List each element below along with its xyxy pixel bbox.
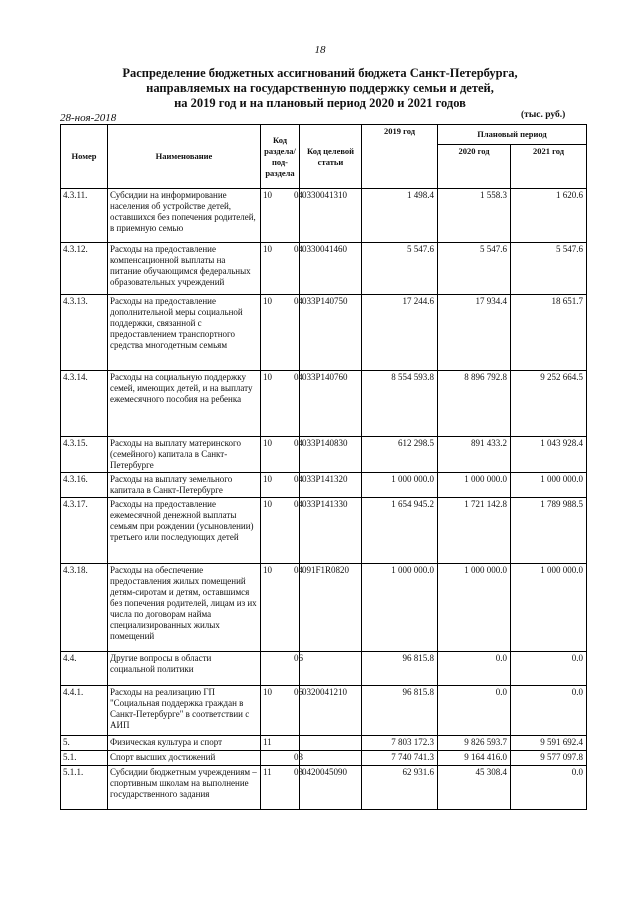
value-2021: 0.0 bbox=[511, 766, 587, 810]
subsection-code: 04 bbox=[294, 474, 303, 484]
table-row bbox=[61, 437, 587, 473]
subsection-code: 04 bbox=[294, 190, 303, 200]
value-2020: 45 308.4 bbox=[438, 766, 511, 810]
article-code: 0320041210 bbox=[300, 686, 362, 736]
row-name: Расходы на реализацию ГП "Социальная поддержка граждан в Санкт-Петербурге" в соответствии с АИП bbox=[108, 686, 261, 736]
section-code: 10 bbox=[263, 499, 272, 509]
value-2021: 9 252 664.5 bbox=[511, 371, 587, 437]
row-name: Другие вопросы в области социальной политики bbox=[108, 652, 261, 686]
section-code: 10 bbox=[263, 687, 272, 697]
article-code: 033P140750 bbox=[300, 295, 362, 371]
row-name: Субсидии на информирование населения об устройстве детей, оставшихся без попечения родителей, в приемную семью bbox=[108, 189, 261, 243]
value-2019: 612 298.5 bbox=[362, 437, 438, 473]
value-2019: 1 000 000.0 bbox=[362, 564, 438, 652]
section-code-cell bbox=[261, 295, 303, 371]
value-2019: 5 547.6 bbox=[362, 243, 438, 295]
section-code-cell bbox=[261, 371, 303, 437]
section-code: 10 bbox=[263, 190, 272, 200]
header-section-code: Код раздела/ под- раздела bbox=[261, 125, 300, 189]
subsection-code: 04 bbox=[294, 438, 303, 448]
subsection-code: 04 bbox=[294, 499, 303, 509]
article-code bbox=[300, 652, 362, 686]
subsection-code: 04 bbox=[294, 244, 303, 254]
section-code-cell bbox=[261, 751, 303, 766]
value-2020: 9 164 416.0 bbox=[438, 751, 511, 766]
section-code-cell bbox=[261, 243, 303, 295]
table-row bbox=[61, 736, 587, 751]
header-planned-period: Плановый период bbox=[438, 125, 587, 145]
row-number: 4.3.17. bbox=[61, 498, 108, 564]
value-2019: 8 554 593.8 bbox=[362, 371, 438, 437]
row-name: Расходы на выплату материнского (семейного) капитала в Санкт-Петербурге bbox=[108, 437, 261, 473]
section-code-cell bbox=[261, 686, 303, 736]
value-2020: 9 826 593.7 bbox=[438, 736, 511, 751]
article-code: 033P141320 bbox=[300, 473, 362, 498]
value-2021: 0.0 bbox=[511, 652, 587, 686]
row-number: 4.3.13. bbox=[61, 295, 108, 371]
value-2019: 17 244.6 bbox=[362, 295, 438, 371]
header-article-code: Код целевой статьи bbox=[300, 125, 362, 189]
table-body bbox=[61, 189, 587, 810]
row-number: 5.1. bbox=[61, 751, 108, 766]
article-code bbox=[300, 751, 362, 766]
row-number: 4.4.1. bbox=[61, 686, 108, 736]
table-row bbox=[61, 564, 587, 652]
title-line: Распределение бюджетных ассигнований бюджета Санкт-Петербурга, bbox=[122, 66, 518, 80]
subsection-code: 04 bbox=[294, 296, 303, 306]
table-row bbox=[61, 243, 587, 295]
header-2021: 2021 год bbox=[511, 145, 587, 189]
row-number: 4.3.15. bbox=[61, 437, 108, 473]
table-row bbox=[61, 189, 587, 243]
row-name: Расходы на предоставление ежемесячной денежной выплаты семьям при рождении (усыновлении) третьего или последующих детей bbox=[108, 498, 261, 564]
row-name: Расходы на обеспечение предоставления жилых помещений детям-сиротам и детям, оставшимся без попечения родителей, лицам из их числа по договорам найма специализированных жилых помещений bbox=[108, 564, 261, 652]
article-code: 091F1R0820 bbox=[300, 564, 362, 652]
header-number: Номер bbox=[61, 125, 108, 189]
value-2019: 62 931.6 bbox=[362, 766, 438, 810]
article-code: 033P140830 bbox=[300, 437, 362, 473]
table-row bbox=[61, 686, 587, 736]
section-code-cell bbox=[261, 766, 303, 810]
row-name: Расходы на выплату земельного капитала в Санкт-Петербурге bbox=[108, 473, 261, 498]
table-row bbox=[61, 371, 587, 437]
subsection-code: 04 bbox=[294, 372, 303, 382]
title-line: направляемых на государственную поддержку семьи и детей, bbox=[146, 81, 494, 95]
value-2021: 1 620.6 bbox=[511, 189, 587, 243]
value-2020: 0.0 bbox=[438, 652, 511, 686]
table-row bbox=[61, 498, 587, 564]
section-code-cell bbox=[261, 189, 303, 243]
article-code: 0330041310 bbox=[300, 189, 362, 243]
value-2020: 1 721 142.8 bbox=[438, 498, 511, 564]
value-2021: 9 591 692.4 bbox=[511, 736, 587, 751]
table-row bbox=[61, 652, 587, 686]
section-code: 10 bbox=[263, 474, 272, 484]
page-number: 18 bbox=[314, 44, 326, 56]
section-code-cell bbox=[261, 736, 300, 751]
subsection-code: 04 bbox=[294, 565, 303, 575]
header-2019: 2019 год bbox=[362, 125, 438, 189]
section-code: 11 bbox=[263, 737, 272, 747]
row-number: 4.3.18. bbox=[61, 564, 108, 652]
article-code: 033P141330 bbox=[300, 498, 362, 564]
value-2020: 17 934.4 bbox=[438, 295, 511, 371]
value-2021: 18 651.7 bbox=[511, 295, 587, 371]
section-code: 10 bbox=[263, 296, 272, 306]
value-2020: 891 433.2 bbox=[438, 437, 511, 473]
table-row bbox=[61, 473, 587, 498]
value-2019: 7 803 172.3 bbox=[362, 736, 438, 751]
value-2019: 1 000 000.0 bbox=[362, 473, 438, 498]
article-code: 0420045090 bbox=[300, 766, 362, 810]
row-name: Расходы на предоставление компенсационной выплаты на питание обучающимся федеральных образовательных учреждений bbox=[108, 243, 261, 295]
value-2021: 1 000 000.0 bbox=[511, 564, 587, 652]
budget-table bbox=[60, 124, 587, 810]
value-2020: 1 000 000.0 bbox=[438, 473, 511, 498]
row-number: 4.4. bbox=[61, 652, 108, 686]
subsection-code: 03 bbox=[294, 752, 303, 762]
section-code-cell bbox=[261, 473, 303, 498]
subsection-code: 03 bbox=[294, 767, 303, 777]
value-2020: 5 547.6 bbox=[438, 243, 511, 295]
row-name: Физическая культура и спорт bbox=[108, 736, 261, 751]
value-2021: 1 043 928.4 bbox=[511, 437, 587, 473]
section-code: 10 bbox=[263, 565, 272, 575]
value-2019: 96 815.8 bbox=[362, 652, 438, 686]
table-row bbox=[61, 766, 587, 810]
header-name: Наименование bbox=[108, 125, 261, 189]
title-line: на 2019 год и на плановый период 2020 и 2021 годов bbox=[174, 96, 466, 110]
row-number: 4.3.16. bbox=[61, 473, 108, 498]
subsection-code: 06 bbox=[294, 687, 303, 697]
row-name: Расходы на предоставление дополнительной меры социальной поддержки, связанной с предоставлением транспортного средства многодетным семьям bbox=[108, 295, 261, 371]
value-2021: 0.0 bbox=[511, 686, 587, 736]
header-2020: 2020 год bbox=[438, 145, 511, 189]
value-2019: 7 740 741.3 bbox=[362, 751, 438, 766]
value-2020: 1 558.3 bbox=[438, 189, 511, 243]
row-number: 5. bbox=[61, 736, 108, 751]
section-code: 10 bbox=[263, 438, 272, 448]
row-name: Субсидии бюджетным учреждениям – спортивным школам на выполнение государственного задания bbox=[108, 766, 261, 810]
value-2019: 1 654 945.2 bbox=[362, 498, 438, 564]
section-code-cell bbox=[261, 652, 303, 686]
section-code: 11 bbox=[263, 767, 272, 777]
row-number: 4.3.11. bbox=[61, 189, 108, 243]
article-code: 033P140760 bbox=[300, 371, 362, 437]
value-2021: 9 577 097.8 bbox=[511, 751, 587, 766]
row-number: 4.3.12. bbox=[61, 243, 108, 295]
subsection-code: 06 bbox=[294, 653, 303, 663]
value-2020: 1 000 000.0 bbox=[438, 564, 511, 652]
document-title bbox=[60, 66, 580, 111]
article-code bbox=[300, 736, 362, 751]
value-2019: 1 498.4 bbox=[362, 189, 438, 243]
table-row bbox=[61, 295, 587, 371]
value-2021: 1 000 000.0 bbox=[511, 473, 587, 498]
row-name: Расходы на социальную поддержку семей, имеющих детей, и на выплату ежемесячного пособия на ребенка bbox=[108, 371, 261, 437]
section-code: 10 bbox=[263, 244, 272, 254]
value-2020: 8 896 792.8 bbox=[438, 371, 511, 437]
article-code: 0330041460 bbox=[300, 243, 362, 295]
section-code-cell bbox=[261, 437, 303, 473]
units-label: (тыс. руб.) bbox=[521, 110, 566, 120]
row-number: 4.3.14. bbox=[61, 371, 108, 437]
section-code-cell bbox=[261, 564, 303, 652]
value-2020: 0.0 bbox=[438, 686, 511, 736]
section-code: 10 bbox=[263, 372, 272, 382]
value-2021: 1 789 988.5 bbox=[511, 498, 587, 564]
value-2021: 5 547.6 bbox=[511, 243, 587, 295]
value-2019: 96 815.8 bbox=[362, 686, 438, 736]
document-date: 28-ноя-2018 bbox=[60, 112, 117, 124]
table-row bbox=[61, 751, 587, 766]
section-code-cell bbox=[261, 498, 303, 564]
row-name: Спорт высших достижений bbox=[108, 751, 261, 766]
row-number: 5.1.1. bbox=[61, 766, 108, 810]
